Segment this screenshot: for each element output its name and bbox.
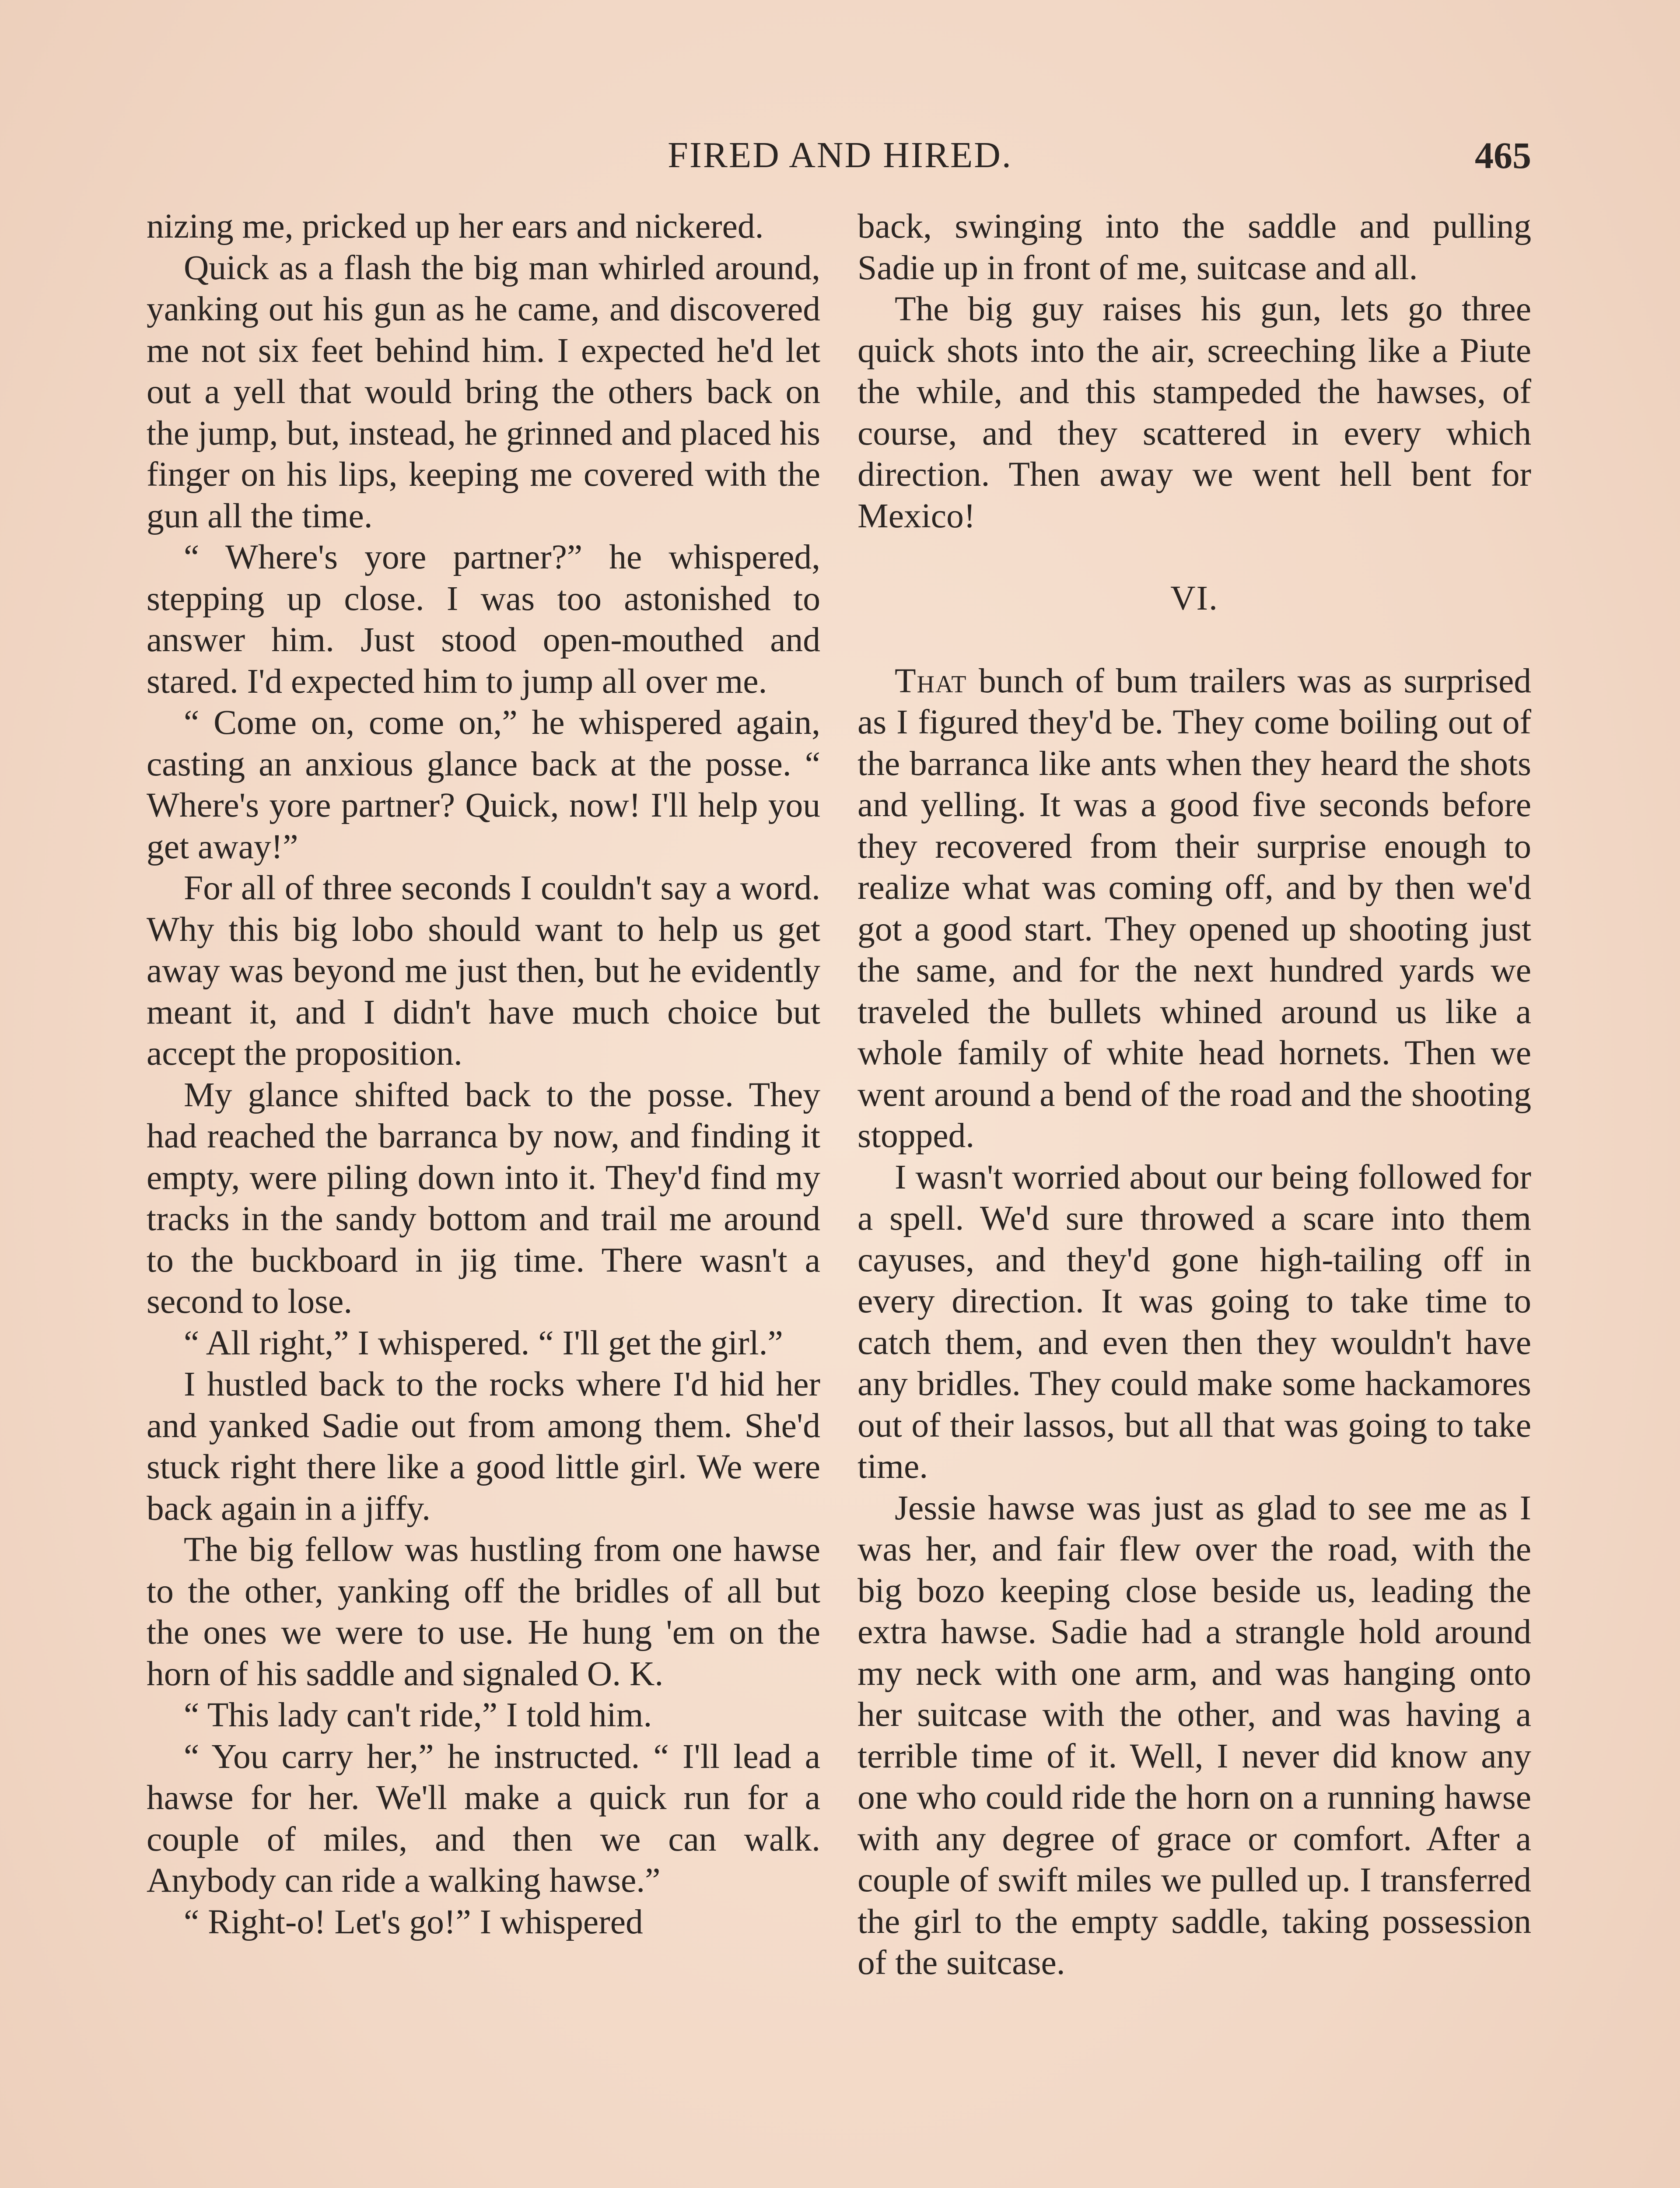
paragraph: I wasn't worried about our being followed for a spell. We'd sure throwed a scare into them cayuses, and they'd gone high-tailing off in every direction. It was going to take time to catch them, and even then they wouldn't have any bridles. They could make some hackamores out of their lassos, but all that was going to take time. <box>858 1157 1531 1486</box>
paragraph: “ Come on, come on,” he whispered again, casting an anxious glance back at the posse. “ Where's yore partner? Quick, now! I'll help you get away!” <box>147 703 820 866</box>
paragraph: Quick as a flash the big man whirled around, yanking out his gun as he came, and discovered me not six feet behind him. I expected he'd let out a yell that would bring the others back on the jump, but, instead, he grinned and placed his finger on his lips, keeping me covered with the gun all the time. <box>147 248 820 535</box>
running-head <box>0 127 1680 184</box>
page-number: 465 <box>1475 134 1531 176</box>
paragraph: nizing me, pricked up her ears and nickered. <box>147 207 764 245</box>
chapter-opening-text: bunch of bum trailers was as surprised as I figured they'd be. They come boiling out of the barranca like ants when they heard the shots and yelling. It was a good five seconds before they recovered from their surprise enough to realize what was coming off, and by then we'd got a good start. They opened up shooting just the same, and for the next hundred yards we traveled the bullets whined around us like a whole family of white head hornets. Then we went around a bend of the road and the shooting stopped. <box>858 661 1531 1155</box>
chapter-opening-paragraph <box>858 660 1531 1157</box>
paragraph: “ Where's yore partner?” he whispered, stepping up close. I was too astonished to answer him. Just stood open-mouthed and stared. I'd expected him to jump all over me. <box>147 538 820 701</box>
chapter-opening-word: That <box>895 661 967 700</box>
paragraph: Jessie hawse was just as glad to see me as I was her, and fair flew over the road, with the big bozo keeping close beside us, leading the extra hawse. Sadie had a strangle hold around my neck with one arm, and was hanging onto her suitcase with the other, and was having a terrible time of it. Well, I never did know any one who could ride the horn on a running hawse with any degree of grace or comfort. After a couple of swift miles we pulled up. I transferred the girl to the empty saddle, taking possession of the suitcase. <box>858 1488 1531 1982</box>
paragraph: The big fellow was hustling from one hawse to the other, yanking off the bridles of all but the ones we were to use. He hung 'em on the horn of his saddle and signaled O. K. <box>147 1530 820 1693</box>
paragraph: My glance shifted back to the posse. They had reached the barranca by now, and finding it empty, were piling down into it. They'd find my tracks in the sandy bottom and trail me around to the buckboard in jig time. There wasn't a second to lose. <box>147 1075 820 1321</box>
paragraph: “ This lady can't ride,” I told him. <box>184 1696 652 1734</box>
left-column <box>147 206 820 1943</box>
paragraph: “ Right-o! Let's go!” I whispered <box>184 1902 643 1941</box>
paragraph: “ You carry her,” he instructed. “ I'll lead a hawse for her. We'll make a quick run for a couple of miles, and then we can walk. Anybody can ride a walking hawse.” <box>147 1737 820 1900</box>
paragraph: The big guy raises his gun, lets go three quick shots into the air, screeching like a Piute the while, and this stampeded the hawses, of course, and they scattered in every which direction. Then away we went hell bent for Mexico! <box>858 290 1531 535</box>
right-column <box>858 206 1531 1984</box>
chapter-number: VI. <box>1170 579 1218 617</box>
paragraph: For all of three seconds I couldn't say a word. Why this big lobo should want to help us get away was beyond me just then, but he evidently meant it, and I didn't have much choice but accept the proposition. <box>147 869 820 1073</box>
paragraph: back, swinging into the saddle and pulling Sadie up in front of me, suitcase and all. <box>858 207 1531 287</box>
running-title: FIRED AND HIRED. <box>668 135 1012 175</box>
paragraph: I hustled back to the rocks where I'd hid her and yanked Sadie out from among them. She'd stuck right there like a good little girl. We were back again in a jiffy. <box>147 1365 820 1528</box>
paragraph: “ All right,” I whispered. “ I'll get the girl.” <box>184 1323 783 1362</box>
